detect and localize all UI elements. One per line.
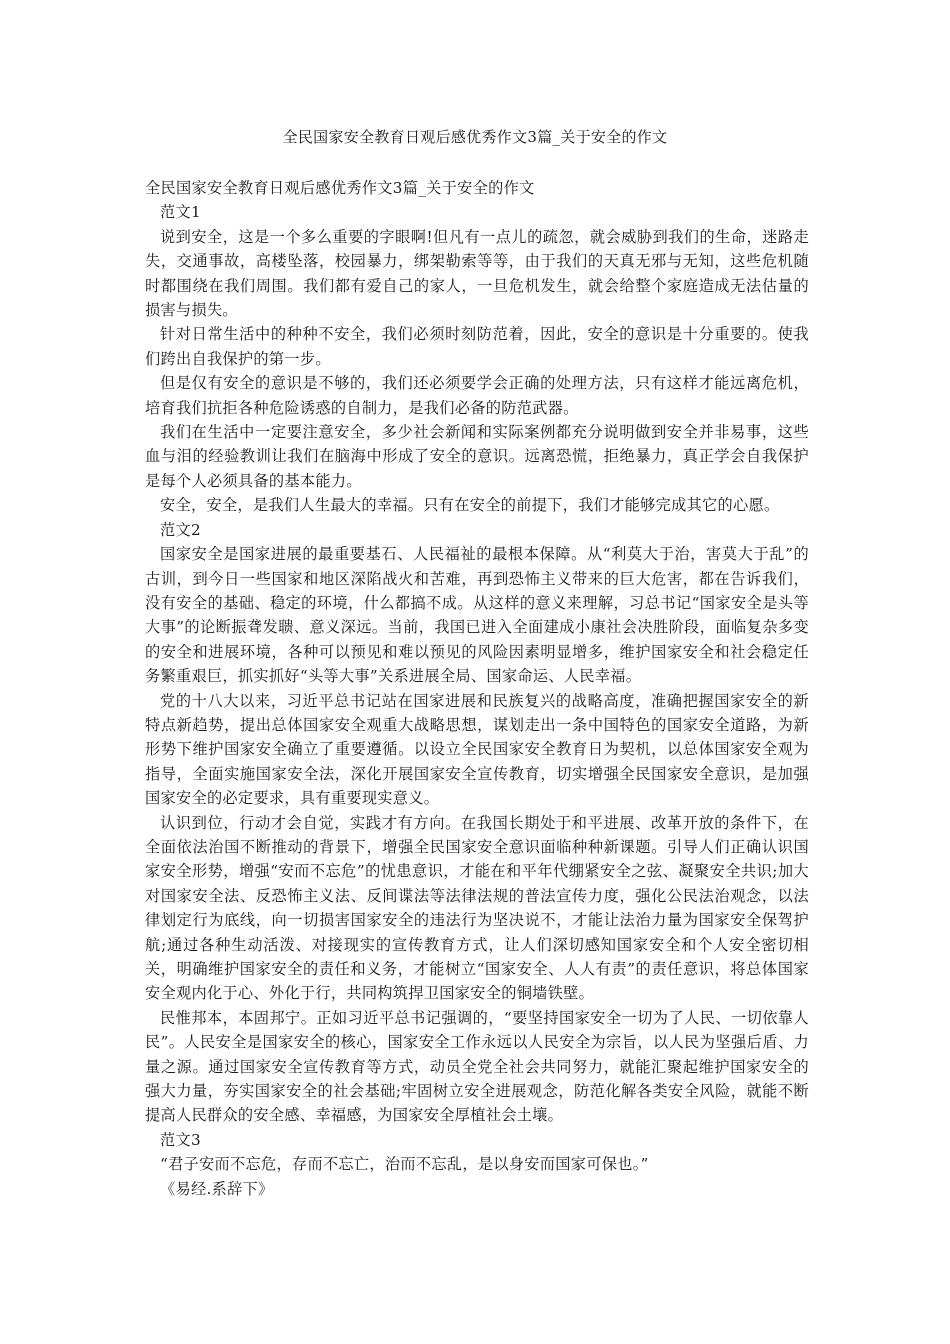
section-heading-3: 范文3 [160, 1130, 201, 1149]
paragraph: 安全，安全，是我们人生最大的幸福。只有在安全的前提下，我们才能够完成其它的心愿。 [160, 496, 780, 515]
paragraph: 国家安全是国家进展的最重要基石、人民福祉的最根本保障。从“利莫大于治，害莫大于乱”的古训，到今日一些国家和地区深陷战火和苦难，再到恐怖主义带来的巨大危害，都在告诉我们，没有安全的基础、稳定的环境，什么都搞不成。从这样的意义来理解，习总书记“国家安全是头等大事”的论断振聋发聩、意义深远。当前，我国已进入全面建成小康社会决胜阶段，面临复杂多变的安全和进展环境，各种可以预见和难以预见的风险因素明显增多，维护国家安全和社会稳定任务繁重艰巨，抓实抓好“头等大事”关系进展全局、国家命运、人民幸福。 [145, 545, 809, 686]
quote-paragraph: “君子安而不忘危，存而不忘亡，治而不忘乱，是以身安而国家可保也。” [160, 1155, 649, 1174]
paragraph: 但是仅有安全的意识是不够的，我们还必须要学会正确的处理方法，只有这样才能远离危机，培育我们抗拒各种危险诱惑的自制力，是我们必备的防范武器。 [145, 374, 809, 417]
paragraph: 民惟邦本，本固邦宁。正如习近平总书记强调的，“要坚持国家安全一切为了人民、一切依靠人民”。人民安全是国家安全的核心，国家安全工作永远以人民安全为宗旨，以人民为坚强后盾、力量之源。通过国家安全宣传教育等方式，动员全党全社会共同努力，就能汇聚起维护国家安全的强大力量，夯实国家安全的社会基础;牢固树立安全进展观念，防范化解各类安全风险，就能不断提高人民群众的安全感、幸福感，为国家安全厚植社会土壤。 [145, 1008, 809, 1125]
document-title: 全民国家安全教育日观后感优秀作文3篇_关于安全的作文 [282, 128, 668, 146]
document-subtitle: 全民国家安全教育日观后感优秀作文3篇_关于安全的作文 [145, 179, 535, 197]
paragraph: 说到安全，这是一个多么重要的字眼啊!但凡有一点儿的疏忽，就会威胁到我们的生命，迷路走失，交通事故，高楼坠落，校园暴力，绑架勒索等等，由于我们的天真无邪与无知，这些危机随时都围绕在我们周围。我们都有爱自己的家人，一旦危机发生，就会给整个家庭造成无法估量的损害与损失。 [145, 227, 809, 320]
paragraph: 针对日常生活中的种种不安全，我们必须时刻防范着，因此，安全的意识是十分重要的。使我们跨出自我保护的第一步。 [145, 325, 809, 368]
document-body [145, 176, 809, 1201]
section-heading-1: 范文1 [160, 203, 201, 222]
section-heading-2: 范文2 [160, 520, 201, 539]
paragraph: 党的十八大以来，习近平总书记站在国家进展和民族复兴的战略高度，准确把握国家安全的新特点新趋势，提出总体国家安全观重大战略思想，谋划走出一条中国特色的国家安全道路，为新形势下维护国家安全确立了重要遵循。以设立全民国家安全教育日为契机，以总体国家安全观为指导，全面实施国家安全法，深化开展国家安全宣传教育，切实增强全民国家安全意识，是加强国家安全的必定要求，具有重要现实意义。 [145, 691, 809, 808]
quote-source: 《易经.系辞下》 [160, 1179, 274, 1198]
paragraph: 认识到位，行动才会自觉，实践才有方向。在我国长期处于和平进展、改革开放的条件下，在全面依法治国不断推动的背景下，增强全民国家安全意识面临种种新课题。引导人们正确认识国家安全形势，增强“安而不忘危”的忧患意识，才能在和平年代绷紧安全之弦、凝聚安全共识;加大对国家安全法、反恐怖主义法、反间谍法等法律法规的普法宣传力度，强化公民法治观念，以法律划定行为底线，向一切损害国家安全的违法行为坚决说不，才能让法治力量为国家安全保驾护航;通过各种生动活泼、对接现实的宣传教育方式，让人们深切感知国家安全和个人安全密切相关，明确维护国家安全的责任和义务，才能树立“国家安全、人人有责”的责任意识，将总体国家安全观内化于心、外化于行，共同构筑捍卫国家安全的铜墙铁壁。 [145, 813, 809, 1003]
paragraph: 我们在生活中一定要注意安全，多少社会新闻和实际案例都充分说明做到安全并非易事，这些血与泪的经验教训让我们在脑海中形成了安全的意识。远离恐慌，拒绝暴力，真正学会自我保护是每个人必须具备的基本能力。 [145, 423, 809, 490]
